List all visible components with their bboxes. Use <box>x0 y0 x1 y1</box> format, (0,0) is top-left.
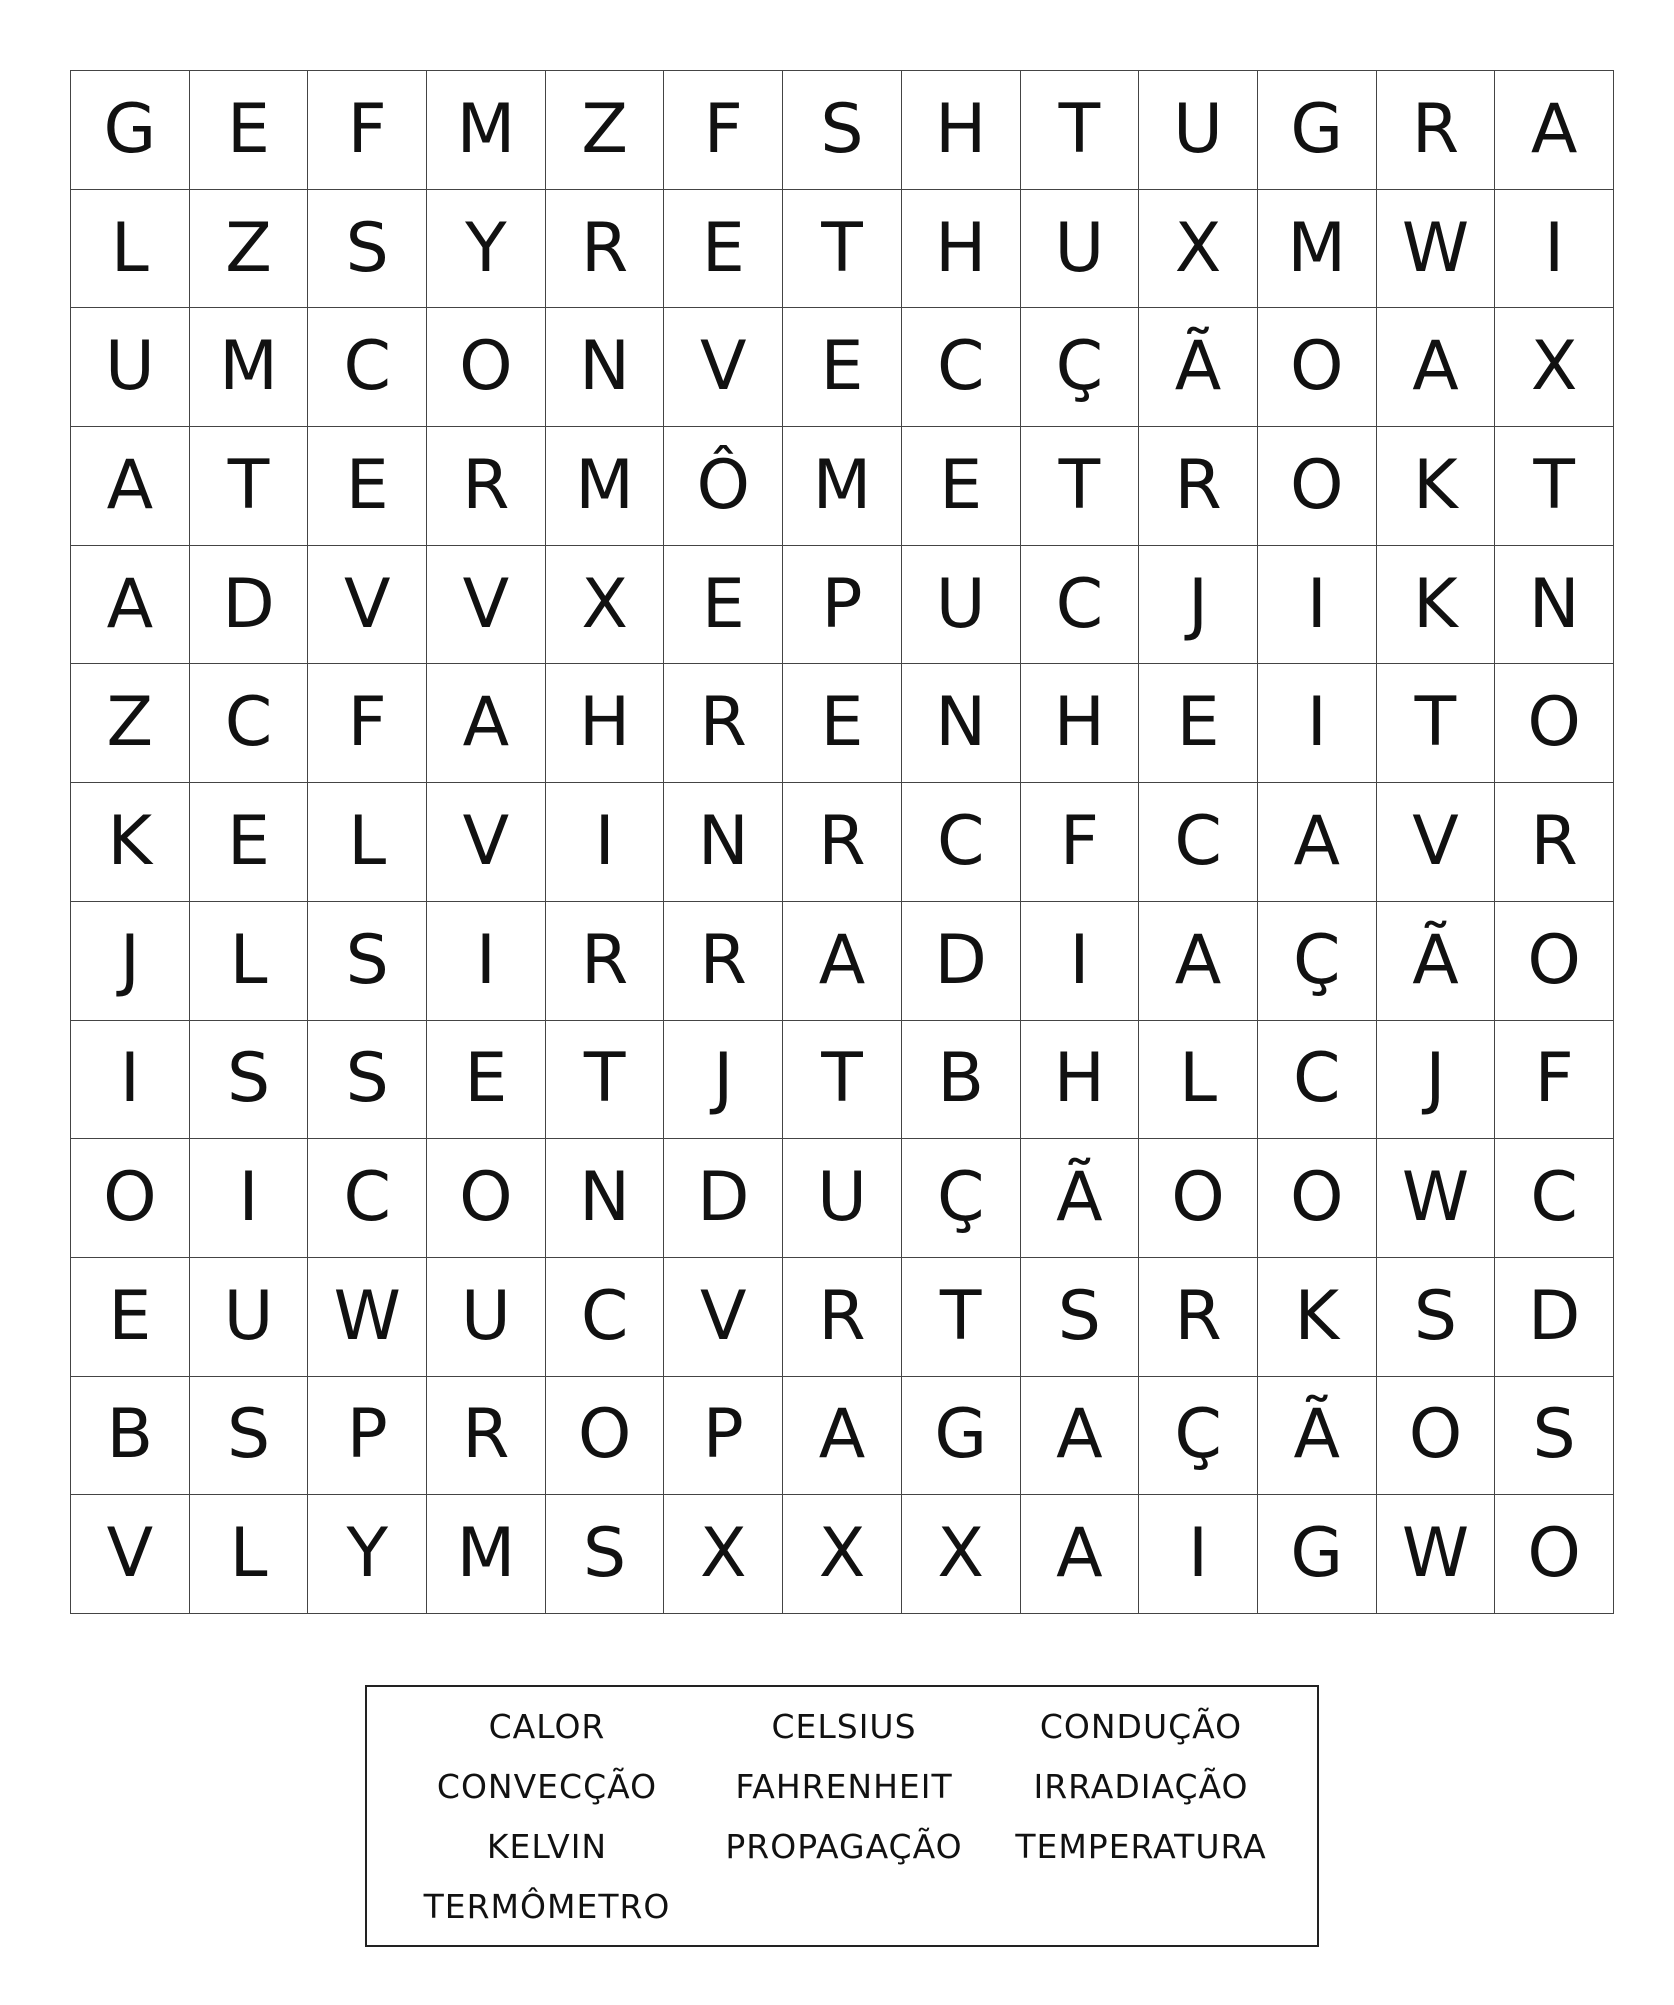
grid-cell[interactable]: Ã <box>1258 1377 1377 1496</box>
grid-cell[interactable]: E <box>308 427 427 546</box>
grid-cell[interactable]: S <box>190 1021 309 1140</box>
grid-cell[interactable]: U <box>1021 190 1140 309</box>
grid-cell[interactable]: J <box>1377 1021 1496 1140</box>
word-list-item: CONDUÇÃO <box>1039 1707 1243 1746</box>
grid-cell[interactable]: O <box>1258 427 1377 546</box>
grid-cell[interactable]: P <box>664 1377 783 1496</box>
grid-cell[interactable]: Y <box>308 1495 427 1614</box>
grid-cell[interactable]: V <box>71 1495 190 1614</box>
grid-cell[interactable]: X <box>1495 308 1614 427</box>
grid-cell[interactable]: Ã <box>1139 308 1258 427</box>
grid-cell[interactable]: C <box>308 308 427 427</box>
grid-cell[interactable]: X <box>902 1495 1021 1614</box>
grid-cell[interactable]: Ã <box>1377 902 1496 1021</box>
grid-cell[interactable]: F <box>1495 1021 1614 1140</box>
grid-cell[interactable]: H <box>1021 664 1140 783</box>
grid-cell[interactable]: U <box>71 308 190 427</box>
grid-cell[interactable]: O <box>1377 1377 1496 1496</box>
grid-cell[interactable]: O <box>427 1139 546 1258</box>
word-list-item: FAHRENHEIT <box>735 1767 953 1806</box>
grid-cell[interactable]: R <box>427 427 546 546</box>
grid-cell[interactable]: G <box>902 1377 1021 1496</box>
grid-cell[interactable]: M <box>1258 190 1377 309</box>
grid-cell[interactable]: I <box>427 902 546 1021</box>
grid-cell[interactable]: R <box>664 902 783 1021</box>
grid-cell[interactable]: M <box>427 1495 546 1614</box>
grid-cell[interactable]: R <box>1139 1258 1258 1377</box>
word-list-item: CONVECÇÃO <box>436 1767 658 1806</box>
grid-cell[interactable]: E <box>783 308 902 427</box>
grid-cell[interactable]: E <box>190 71 309 190</box>
grid-cell[interactable]: G <box>1258 71 1377 190</box>
grid-cell[interactable]: O <box>1495 902 1614 1021</box>
grid-cell[interactable]: P <box>308 1377 427 1496</box>
grid-cell[interactable]: Z <box>546 71 665 190</box>
word-list-column-1 <box>397 1697 697 1937</box>
grid-cell[interactable]: U <box>902 546 1021 665</box>
grid-cell[interactable]: A <box>427 664 546 783</box>
grid-cell[interactable]: F <box>308 71 427 190</box>
grid-cell[interactable]: C <box>190 664 309 783</box>
grid-cell[interactable]: S <box>1495 1377 1614 1496</box>
grid-cell[interactable]: S <box>308 902 427 1021</box>
grid-cell[interactable]: T <box>546 1021 665 1140</box>
grid-cell[interactable]: P <box>783 546 902 665</box>
grid-cell[interactable]: Ç <box>1021 308 1140 427</box>
grid-cell[interactable]: S <box>308 1021 427 1140</box>
grid-cell[interactable]: C <box>1495 1139 1614 1258</box>
grid-cell[interactable]: E <box>664 190 783 309</box>
grid-cell[interactable]: W <box>308 1258 427 1377</box>
grid-cell[interactable]: U <box>190 1258 309 1377</box>
grid-cell[interactable]: H <box>902 71 1021 190</box>
grid-cell[interactable]: H <box>1021 1021 1140 1140</box>
grid-cell[interactable]: A <box>1021 1495 1140 1614</box>
grid-cell[interactable]: Ç <box>1139 1377 1258 1496</box>
word-list-column-3 <box>991 1697 1291 1877</box>
grid-cell[interactable]: I <box>1495 190 1614 309</box>
grid-cell[interactable]: X <box>783 1495 902 1614</box>
grid-cell[interactable]: K <box>71 783 190 902</box>
grid-cell[interactable]: E <box>902 427 1021 546</box>
grid-cell[interactable]: R <box>783 783 902 902</box>
grid-cell[interactable]: N <box>546 1139 665 1258</box>
grid-cell[interactable]: C <box>308 1139 427 1258</box>
grid-cell[interactable]: E <box>190 783 309 902</box>
grid-cell[interactable]: I <box>1258 546 1377 665</box>
grid-cell[interactable]: E <box>664 546 783 665</box>
grid-cell[interactable]: R <box>1377 71 1496 190</box>
grid-cell[interactable]: T <box>1021 71 1140 190</box>
grid-cell[interactable]: A <box>1021 1377 1140 1496</box>
grid-cell[interactable]: W <box>1377 1495 1496 1614</box>
grid-cell[interactable]: Z <box>190 190 309 309</box>
grid-cell[interactable]: T <box>1495 427 1614 546</box>
word-list-item: IRRADIAÇÃO <box>1033 1767 1249 1806</box>
grid-cell[interactable]: C <box>1139 783 1258 902</box>
grid-cell[interactable]: O <box>1258 1139 1377 1258</box>
grid-cell[interactable]: W <box>1377 1139 1496 1258</box>
grid-cell[interactable]: K <box>1377 546 1496 665</box>
grid-cell[interactable]: M <box>783 427 902 546</box>
grid-cell[interactable]: R <box>664 664 783 783</box>
grid-cell[interactable]: V <box>427 783 546 902</box>
grid-cell[interactable]: L <box>308 783 427 902</box>
grid-cell[interactable]: L <box>190 1495 309 1614</box>
grid-cell[interactable]: O <box>1495 1495 1614 1614</box>
grid-cell[interactable]: D <box>664 1139 783 1258</box>
grid-cell[interactable]: D <box>902 902 1021 1021</box>
grid-cell[interactable]: O <box>1258 308 1377 427</box>
grid-cell[interactable]: L <box>71 190 190 309</box>
grid-cell[interactable]: S <box>546 1495 665 1614</box>
grid-cell[interactable]: E <box>71 1258 190 1377</box>
word-list-item: TEMPERATURA <box>1015 1827 1267 1866</box>
grid-cell[interactable]: A <box>71 546 190 665</box>
grid-cell[interactable]: S <box>1021 1258 1140 1377</box>
word-list-item: PROPAGAÇÃO <box>725 1827 963 1866</box>
grid-cell[interactable]: J <box>664 1021 783 1140</box>
grid-cell[interactable]: K <box>1377 427 1496 546</box>
grid-cell[interactable]: E <box>1139 664 1258 783</box>
grid-cell[interactable]: C <box>902 783 1021 902</box>
grid-cell[interactable]: J <box>71 902 190 1021</box>
grid-cell[interactable]: U <box>783 1139 902 1258</box>
grid-cell[interactable]: Ç <box>1258 902 1377 1021</box>
grid-cell[interactable]: V <box>308 546 427 665</box>
word-list-item: CELSIUS <box>771 1707 917 1746</box>
grid-cell[interactable]: L <box>1139 1021 1258 1140</box>
grid-cell[interactable]: O <box>1139 1139 1258 1258</box>
grid-cell[interactable]: O <box>71 1139 190 1258</box>
grid-cell[interactable]: H <box>902 190 1021 309</box>
grid-cell[interactable]: L <box>190 902 309 1021</box>
grid-cell[interactable]: I <box>1258 664 1377 783</box>
grid-cell[interactable]: G <box>71 71 190 190</box>
grid-cell[interactable]: A <box>1139 902 1258 1021</box>
grid-cell[interactable]: M <box>190 308 309 427</box>
grid-cell[interactable]: M <box>427 71 546 190</box>
grid-cell[interactable]: I <box>1139 1495 1258 1614</box>
grid-cell[interactable]: D <box>190 546 309 665</box>
word-list-column-2 <box>694 1697 994 1877</box>
grid-cell[interactable]: F <box>308 664 427 783</box>
word-list-item: CALOR <box>488 1707 606 1746</box>
grid-cell[interactable]: Z <box>71 664 190 783</box>
grid-cell[interactable]: C <box>1258 1021 1377 1140</box>
grid-cell[interactable]: Ã <box>1021 1139 1140 1258</box>
grid-cell[interactable]: T <box>783 1021 902 1140</box>
grid-cell[interactable]: C <box>1021 546 1140 665</box>
word-search-grid <box>70 70 1614 1614</box>
grid-cell[interactable]: T <box>1021 427 1140 546</box>
grid-cell[interactable]: V <box>664 308 783 427</box>
grid-cell[interactable]: U <box>1139 71 1258 190</box>
grid-cell[interactable]: X <box>1139 190 1258 309</box>
grid-cell[interactable]: A <box>783 1377 902 1496</box>
grid-cell[interactable]: S <box>1377 1258 1496 1377</box>
grid-cell[interactable]: A <box>1495 71 1614 190</box>
grid-cell[interactable]: F <box>1021 783 1140 902</box>
grid-cell[interactable]: Ç <box>902 1139 1021 1258</box>
grid-cell[interactable]: C <box>546 1258 665 1377</box>
grid-cell[interactable]: X <box>664 1495 783 1614</box>
grid-cell[interactable]: S <box>308 190 427 309</box>
grid-cell[interactable]: I <box>1021 902 1140 1021</box>
grid-cell[interactable]: R <box>546 190 665 309</box>
grid-cell[interactable]: S <box>783 71 902 190</box>
grid-cell[interactable]: M <box>546 427 665 546</box>
grid-cell[interactable]: T <box>902 1258 1021 1377</box>
grid-cell[interactable]: T <box>190 427 309 546</box>
grid-cell[interactable]: T <box>783 190 902 309</box>
grid-cell[interactable]: R <box>1139 427 1258 546</box>
grid-cell[interactable]: R <box>783 1258 902 1377</box>
grid-cell[interactable]: O <box>427 308 546 427</box>
grid-cell[interactable]: C <box>902 308 1021 427</box>
grid-cell[interactable]: N <box>902 664 1021 783</box>
grid-cell[interactable]: I <box>190 1139 309 1258</box>
grid-cell[interactable]: A <box>71 427 190 546</box>
grid-cell[interactable]: N <box>1495 546 1614 665</box>
grid-cell[interactable]: S <box>190 1377 309 1496</box>
grid-cell[interactable]: E <box>783 664 902 783</box>
grid-cell[interactable]: H <box>546 664 665 783</box>
grid-cell[interactable]: O <box>546 1377 665 1496</box>
grid-cell[interactable]: R <box>1495 783 1614 902</box>
grid-cell[interactable]: B <box>902 1021 1021 1140</box>
grid-cell[interactable]: J <box>1139 546 1258 665</box>
grid-cell[interactable]: G <box>1258 1495 1377 1614</box>
grid-cell[interactable]: Y <box>427 190 546 309</box>
grid-cell[interactable]: R <box>427 1377 546 1496</box>
grid-cell[interactable]: K <box>1258 1258 1377 1377</box>
grid-cell[interactable]: A <box>1377 308 1496 427</box>
grid-cell[interactable]: A <box>783 902 902 1021</box>
grid-cell[interactable]: B <box>71 1377 190 1496</box>
grid-cell[interactable]: I <box>71 1021 190 1140</box>
grid-cell[interactable]: V <box>664 1258 783 1377</box>
grid-cell[interactable]: N <box>664 783 783 902</box>
grid-cell[interactable]: D <box>1495 1258 1614 1377</box>
grid-cell[interactable]: N <box>546 308 665 427</box>
grid-cell[interactable]: W <box>1377 190 1496 309</box>
grid-cell[interactable]: V <box>427 546 546 665</box>
grid-cell[interactable]: F <box>664 71 783 190</box>
grid-cell[interactable]: I <box>546 783 665 902</box>
grid-cell[interactable]: O <box>1495 664 1614 783</box>
word-list-box <box>365 1685 1319 1947</box>
grid-cell[interactable]: V <box>1377 783 1496 902</box>
grid-cell[interactable]: Ô <box>664 427 783 546</box>
grid-cell[interactable]: A <box>1258 783 1377 902</box>
word-list-item: KELVIN <box>486 1827 608 1866</box>
grid-cell[interactable]: E <box>427 1021 546 1140</box>
grid-cell[interactable]: T <box>1377 664 1496 783</box>
grid-cell[interactable]: U <box>427 1258 546 1377</box>
word-list-item: TERMÔMETRO <box>423 1887 671 1926</box>
grid-cell[interactable]: X <box>546 546 665 665</box>
grid-cell[interactable]: R <box>546 902 665 1021</box>
